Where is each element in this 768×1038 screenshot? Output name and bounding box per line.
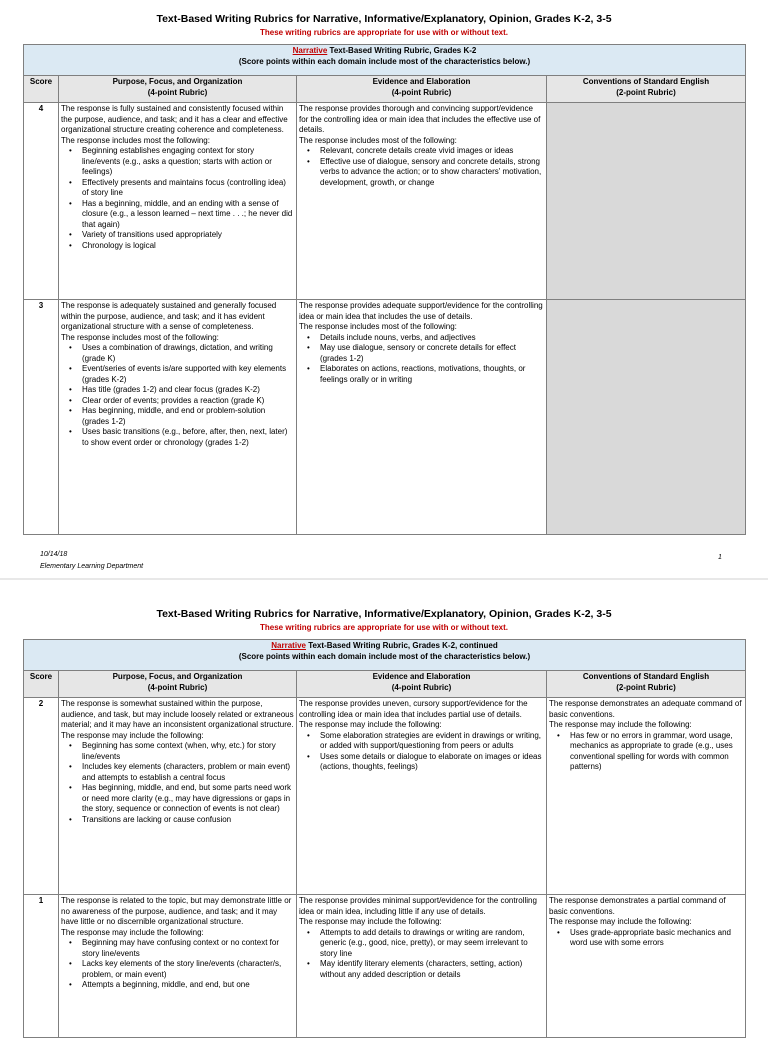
score-cell: 4 <box>24 103 59 300</box>
list-item: • Relevant, concrete details create vivid images or ideas <box>320 146 544 157</box>
evidence-header-sub: (4-point Rubric) <box>391 87 452 97</box>
list-item: • Clear order of events; provides a reaction (grade K) <box>82 396 294 407</box>
footer-page-number: 1 <box>718 554 722 561</box>
list-item: • Elaborates on actions, reactions, motivations, thoughts, or feelings orally or in writing <box>320 364 544 385</box>
cell-intro: The response is related to the topic, but may demonstrate little or no awareness of the purpose, audience, and task; and it may have little or no discernible organizational structure. <box>61 896 292 926</box>
bullet-list <box>299 146 544 188</box>
list-item: • Details include nouns, verbs, and adjectives <box>320 333 544 344</box>
list-item: • Beginning may have confusing context or no context for story line/events <box>82 938 294 959</box>
conventions-cell <box>547 895 746 1038</box>
cell-lead: The response includes most of the following: <box>299 135 457 145</box>
conventions-header-title: Conventions of Standard English <box>582 672 710 681</box>
rubric-header <box>24 45 746 76</box>
cell-intro: The response provides adequate support/evidence for the controlling idea or main idea that includes the use of details. <box>299 301 543 321</box>
list-item: • Has few or no errors in grammar, word usage, mechanics as appropriate to grade (e.g., uses conventional spelling for words with common patterns) <box>570 731 743 773</box>
conventions-column-header <box>547 76 746 103</box>
list-item: • Uses some details or dialogue to elaborate on images or ideas (actions, thoughts, feelings) <box>320 752 544 773</box>
list-item: • Lacks key elements of the story line/events (character/s, problem, or main event) <box>82 959 294 980</box>
list-item: • Has title (grades 1-2) and clear focus (grades K-2) <box>82 385 294 396</box>
purpose-header-sub: (4-point Rubric) <box>147 87 208 97</box>
cell-lead: The response may include the following: <box>299 720 442 729</box>
evidence-header-sub: (4-point Rubric) <box>391 682 452 692</box>
evidence-column-header <box>297 671 547 698</box>
rubric-genre: Narrative <box>271 641 306 650</box>
rubric-note: (Score points within each domain include most of the characteristics below.) <box>238 56 531 66</box>
list-item: • Attempts a beginning, middle, and end, but one <box>82 980 294 991</box>
cell-lead: The response may include the following: <box>549 917 692 926</box>
list-item: • Uses grade-appropriate basic mechanics and word use with some errors <box>570 928 743 949</box>
page-2 <box>0 580 768 1024</box>
evidence-column-header <box>297 76 547 103</box>
bullet-list <box>61 343 294 448</box>
cell-intro: The response provides minimal support/evidence for the controlling idea or main idea, including little if any use of details. <box>299 896 537 916</box>
rubric-title: Text-Based Writing Rubric, Grades K-2 <box>327 46 477 55</box>
list-item: • Has beginning, middle, and end, but some parts need work or need more clarity (e.g., may have digressions or gaps in the story, sequence or connection of events is not clear) <box>82 783 294 815</box>
evidence-header-title: Evidence and Elaboration <box>372 77 471 86</box>
cell-intro: The response is fully sustained and consistently focused within the purpose, audience, and task; and it has a clear and effective organizational structure creating coherence and completeness. <box>61 104 288 134</box>
purpose-column-header <box>59 671 297 698</box>
list-item: • Chronology is logical <box>82 241 294 252</box>
list-item: • Beginning has some context (when, why, etc.) for story line/events <box>82 741 294 762</box>
list-item: • Includes key elements (characters, problem or main event) and attempts to establish a central focus <box>82 762 294 783</box>
score-column-header: Score <box>24 76 59 103</box>
evidence-cell <box>297 300 547 535</box>
purpose-header-title: Purpose, Focus, and Organization <box>112 77 243 86</box>
table-row <box>24 698 746 895</box>
list-item: • Attempts to add details to drawings or writing are random, generic (e.g., good, nice, pretty), or may seem irrelevant to story line <box>320 928 544 960</box>
conventions-header-title: Conventions of Standard English <box>582 77 710 86</box>
list-item: • Beginning establishes engaging context for story line/events (e.g., asks a question; starts with action or feelings) <box>82 146 294 178</box>
evidence-header-title: Evidence and Elaboration <box>372 672 471 681</box>
conventions-column-header <box>547 671 746 698</box>
cell-lead: The response includes most of the following: <box>299 322 457 331</box>
rubric-table <box>23 44 746 535</box>
cell-lead: The response includes most the following: <box>61 135 210 145</box>
cell-lead: The response may include the following: <box>61 927 204 937</box>
conventions-header-sub: (2-point Rubric) <box>616 87 676 97</box>
rubric-title: Text-Based Writing Rubric, Grades K-2, continued <box>305 641 498 650</box>
table-row <box>24 300 746 535</box>
score-cell: 1 <box>24 895 59 1038</box>
cell-lead: The response may include the following: <box>299 917 442 926</box>
purpose-header-sub: (4-point Rubric) <box>147 682 208 692</box>
list-item: • May identify literary elements (characters, setting, action) without any added description or details <box>320 959 544 980</box>
cell-intro: The response provides thorough and convincing support/evidence for the controlling idea or main idea that includes the effective use of details. <box>299 104 541 134</box>
cell-intro: The response demonstrates an adequate command of basic conventions. <box>549 699 742 719</box>
rubric-header <box>24 640 746 671</box>
conventions-cell-empty <box>547 103 746 300</box>
document-title: Text-Based Writing Rubrics for Narrative, Informative/Explanatory, Opinion, Grades K-2, 3-5 <box>156 13 612 25</box>
table-row <box>24 103 746 300</box>
score-cell: 3 <box>24 300 59 535</box>
cell-lead: The response may include the following: <box>61 730 204 740</box>
conventions-cell <box>547 698 746 895</box>
bullet-list <box>61 938 294 991</box>
rubric-genre: Narrative <box>292 46 328 55</box>
rubric-note: (Score points within each domain include most of the characteristics below.) <box>238 651 531 661</box>
purpose-cell <box>59 300 297 535</box>
purpose-header-title: Purpose, Focus, and Organization <box>112 672 243 681</box>
bullet-list <box>299 928 544 981</box>
bullet-list <box>299 731 544 773</box>
bullet-list <box>61 146 294 251</box>
list-item: • Some elaboration strategies are evident in drawings or writing, or added with support/questioning from peers or adults <box>320 731 544 752</box>
list-item: • Variety of transitions used appropriately <box>82 230 294 241</box>
bullet-list <box>299 333 544 386</box>
list-item: • May use dialogue, sensory or concrete details for effect (grades 1-2) <box>320 343 544 364</box>
cell-intro: The response provides uneven, cursory support/evidence for the controlling idea or main idea that includes partial use of details. <box>299 699 528 719</box>
list-item: • Uses basic transitions (e.g., before, after, then, next, later) to show event order or chronology (grades 1-2) <box>82 427 294 448</box>
evidence-cell <box>297 103 547 300</box>
list-item: • Transitions are lacking or cause confusion <box>82 815 294 826</box>
rubric-table <box>23 639 746 1038</box>
document-subtitle: These writing rubrics are appropriate for use with or without text. <box>259 28 509 37</box>
bullet-list <box>61 741 294 825</box>
purpose-cell <box>59 895 297 1038</box>
list-item: • Uses a combination of drawings, dictation, and writing (grade K) <box>82 343 294 364</box>
table-row <box>24 895 746 1038</box>
cell-intro: The response demonstrates a partial command of basic conventions. <box>549 896 726 916</box>
footer-date: 10/14/18 <box>40 551 68 558</box>
document-title: Text-Based Writing Rubrics for Narrative, Informative/Explanatory, Opinion, Grades K-2, 3-5 <box>156 608 612 620</box>
list-item: • Event/series of events is/are supported with key elements (grades K-2) <box>82 364 294 385</box>
evidence-cell <box>297 698 547 895</box>
list-item: • Has a beginning, middle, and an ending with a sense of closure (e.g., a lesson learned – next time . . .; he never did that again) <box>82 199 294 231</box>
list-item: • Effective use of dialogue, sensory and concrete details, strong verbs to advance the action; or to show characters' motivation, development, growth, or change <box>320 157 544 189</box>
purpose-cell <box>59 103 297 300</box>
conventions-cell-empty <box>547 300 746 535</box>
cell-lead: The response may include the following: <box>549 720 692 729</box>
document-subtitle: These writing rubrics are appropriate for use with or without text. <box>259 623 509 632</box>
bullet-list <box>549 928 743 949</box>
score-cell: 2 <box>24 698 59 895</box>
conventions-header-sub: (2-point Rubric) <box>616 682 676 692</box>
purpose-cell <box>59 698 297 895</box>
evidence-cell <box>297 895 547 1038</box>
cell-lead: The response includes most of the following: <box>61 332 219 342</box>
footer-department: Elementary Learning Department <box>40 563 144 570</box>
score-column-header: Score <box>24 671 59 698</box>
list-item: • Effectively presents and maintains focus (controlling idea) of story line <box>82 178 294 199</box>
bullet-list <box>549 731 743 773</box>
list-item: • Has beginning, middle, and end or problem-solution (grades 1-2) <box>82 406 294 427</box>
cell-intro: The response is somewhat sustained within the purpose, audience, and task, but may include loosely related or extraneous material; and it may have an inconsistent organizational structure. <box>61 699 294 729</box>
cell-intro: The response is adequately sustained and generally focused within the purpose, audience, and task; and it has evident organizational structure with a sense of completeness. <box>61 301 277 331</box>
purpose-column-header <box>59 76 297 103</box>
